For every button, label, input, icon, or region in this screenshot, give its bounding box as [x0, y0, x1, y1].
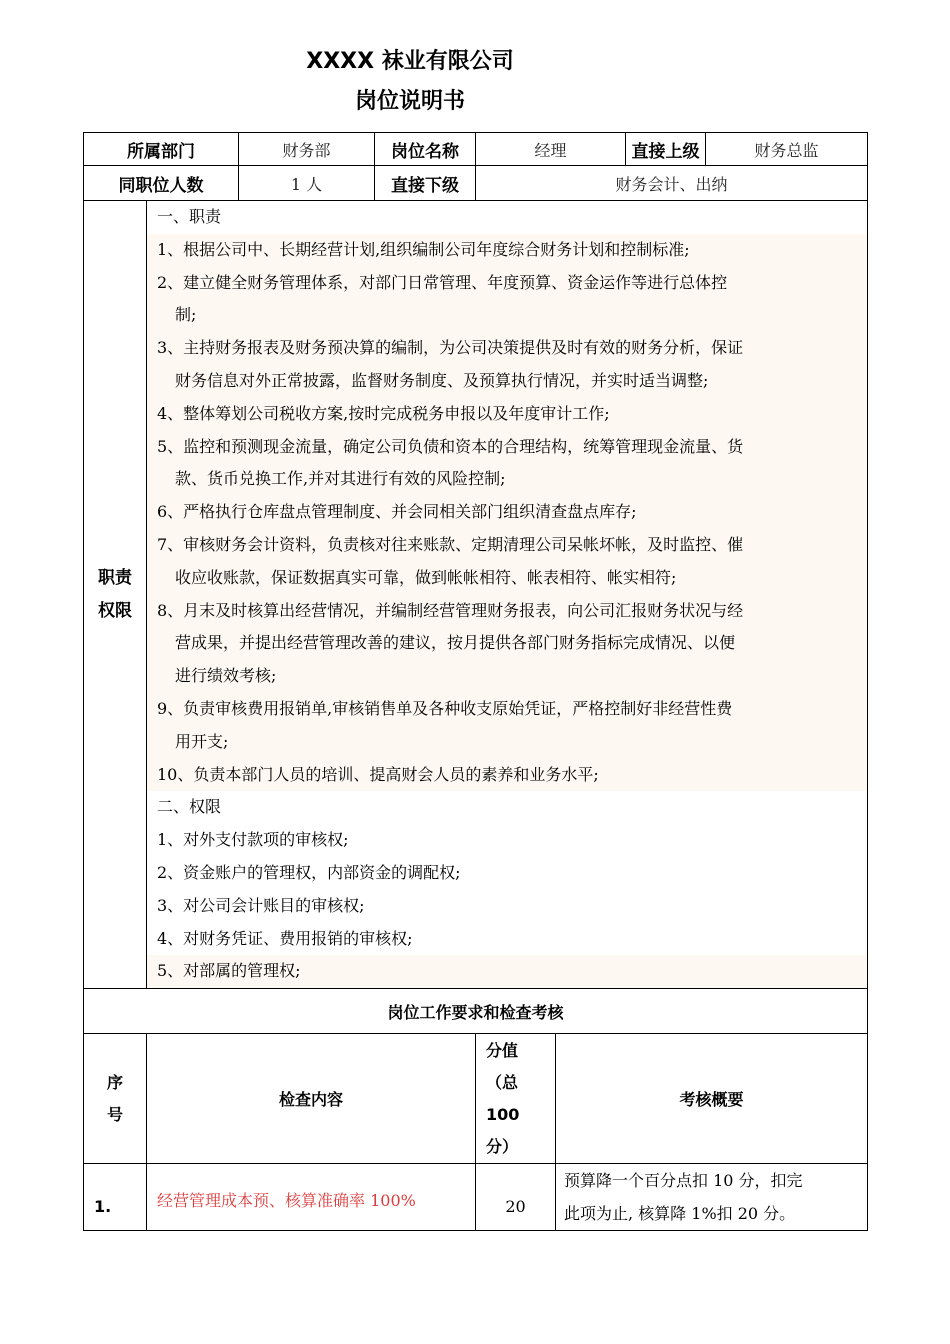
col-header-summary: 考核概要: [556, 1034, 868, 1164]
col-header-score-line: 分）: [486, 1136, 519, 1156]
job-description-table: [83, 132, 868, 1231]
resp-line: 7、审核财务会计资料，负责核对往来账款、定期清理公司呆帐坏帐，及时监控、催: [147, 529, 867, 562]
row-number: 1.: [84, 1164, 147, 1231]
resp-line: 9、负责审核费用报销单,审核销售单及各种收支原始凭证，严格控制好非经营性费: [147, 693, 867, 726]
subordinate-value: 财务会计、出纳: [476, 166, 868, 201]
info-row-1: [84, 133, 868, 166]
resp-line: 制;: [147, 299, 867, 332]
resp-line: 收应收账款，保证数据真实可靠，做到帐帐相符、帐表相符、帐实相符;: [147, 562, 867, 595]
row-summary-line1: 预算降一个百分点扣 10 分，扣完: [564, 1171, 803, 1191]
assessment-title-row: [84, 989, 868, 1034]
resp-line: 款、货币兑换工作,并对其进行有效的风险控制;: [147, 463, 867, 496]
headcount-label: 同职位人数: [84, 166, 239, 201]
resp-line: 10、负责本部门人员的培训、提高财会人员的素养和业务水平;: [147, 759, 867, 792]
resp-line: 3、主持财务报表及财务预决算的编制，为公司决策提供及时有效的财务分析，保证: [147, 332, 867, 365]
resp-line: 财务信息对外正常披露，监督财务制度、及预算执行情况，并实时适当调整;: [147, 365, 867, 398]
resp-line: 营成果，并提出经营管理改善的建议，按月提供各部门财务指标完成情况、以便: [147, 627, 867, 660]
assessment-header-row: [84, 1034, 868, 1164]
assessment-section-title: 岗位工作要求和检查考核: [84, 989, 868, 1034]
col-header-no-line1: 序: [106, 1072, 123, 1092]
resp-line: 进行绩效考核;: [147, 660, 867, 693]
responsibility-label-line1: 职责: [98, 567, 132, 588]
superior-label: 直接上级: [626, 133, 706, 166]
resp-line: 4、对财务凭证、费用报销的审核权;: [157, 928, 413, 948]
col-header-score-line: （总: [486, 1072, 519, 1092]
company-name: XXXX 袜业有限公司: [306, 49, 514, 74]
col-header-no-line2: 号: [106, 1104, 123, 1124]
document-title: 岗位说明书: [354, 89, 465, 114]
resp-line: 8、月末及时核算出经营情况，并编制经营管理财务报表，向公司汇报财务状况与经: [147, 595, 867, 628]
resp-line: 6、严格执行仓库盘点管理制度、并会同相关部门组织清查盘点库存;: [147, 496, 867, 529]
col-header-content: 检查内容: [147, 1034, 476, 1164]
resp-line: 4、整体筹划公司税收方案,按时完成税务申报以及年度审计工作;: [147, 398, 867, 431]
row-score: 20: [476, 1164, 556, 1231]
resp-line: 1、根据公司中、长期经营计划,组织编制公司年度综合财务计划和控制标准;: [147, 234, 867, 267]
dept-value: 财务部: [239, 133, 375, 166]
resp-line: 二、权限: [157, 797, 222, 817]
resp-line: 5、对部属的管理权;: [147, 955, 867, 988]
superior-value: 财务总监: [706, 133, 868, 166]
col-header-score-line: 分值: [486, 1040, 519, 1060]
resp-line: 2、建立健全财务管理体系，对部门日常管理、年度预算、资金运作等进行总体控: [147, 267, 867, 300]
info-row-2: [84, 166, 868, 201]
table-row: [84, 1164, 868, 1231]
col-header-score-line: 100: [486, 1104, 520, 1124]
responsibility-label: [84, 201, 147, 989]
row-summary-line2: 此项为止, 核算降 1%扣 20 分。: [564, 1204, 796, 1224]
position-label: 岗位名称: [375, 133, 476, 166]
resp-line: 用开支;: [147, 726, 867, 759]
headcount-value: 1 人: [239, 166, 375, 201]
row-summary: [556, 1164, 868, 1231]
responsibility-label-line2: 权限: [98, 600, 132, 621]
col-header-score: [476, 1034, 556, 1164]
resp-line: 5、监控和预测现金流量，确定公司负债和资本的合理结构，统筹管理现金流量、货: [147, 431, 867, 464]
dept-label: 所属部门: [84, 133, 239, 166]
resp-line: 3、对公司会计账目的审核权;: [157, 895, 365, 915]
resp-line: 2、资金账户的管理权，内部资金的调配权;: [157, 862, 461, 882]
responsibility-row: [84, 201, 868, 989]
position-value: 经理: [476, 133, 626, 166]
resp-line: 1、对外支付款项的审核权;: [157, 830, 349, 850]
row-content: 经营管理成本预、核算准确率 100%: [147, 1164, 476, 1231]
resp-line: 一、职责: [157, 207, 222, 226]
subordinate-label: 直接下级: [375, 166, 476, 201]
responsibility-content: [147, 201, 868, 989]
col-header-no: [84, 1034, 147, 1164]
